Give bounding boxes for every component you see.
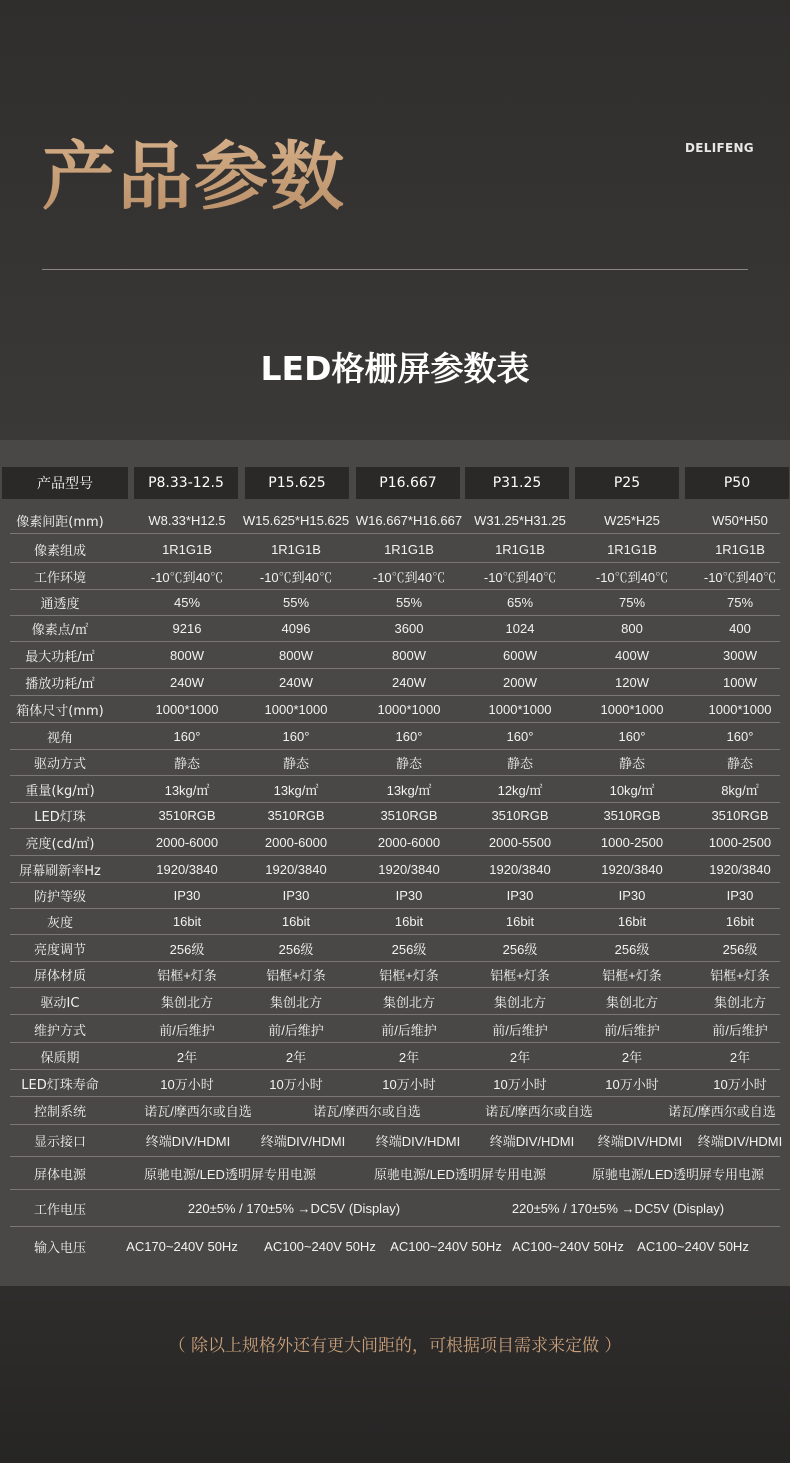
table-cell: 终端DIV/HDMI — [489, 1134, 575, 1149]
table-cell: W15.625*H15.625 — [242, 512, 350, 528]
divider — [42, 269, 748, 270]
table-cell: 10万小时 — [605, 1076, 659, 1092]
header-cell-model: P50 — [685, 467, 789, 499]
table-cell: 45% — [173, 594, 201, 610]
table-row — [10, 723, 780, 750]
table-cell: 静态 — [726, 755, 753, 771]
table-cell: 10kg/㎡ — [609, 782, 655, 798]
row-label: 重量(kg/㎡) — [25, 783, 95, 799]
header-cell-model: P15.625 — [245, 467, 349, 499]
table-cell: 240W — [279, 674, 313, 690]
table-cell: 800W — [279, 647, 313, 663]
table-cell: 静态 — [173, 755, 200, 771]
table-row — [10, 563, 780, 590]
table-cell: 前/后维护 — [268, 1022, 324, 1038]
header-cell-label: 产品型号 — [2, 467, 128, 499]
table-cell: 220±5% / 170±5% →DC5V (Display) — [187, 1200, 401, 1216]
table-cell: 1024 — [505, 620, 535, 636]
table-cell: 55% — [282, 594, 310, 610]
table-cell: 铝框+灯条 — [379, 967, 439, 983]
table-row — [10, 829, 780, 856]
table-cell: 1920/3840 — [156, 861, 218, 877]
table-cell: 2000-6000 — [377, 834, 441, 850]
table-cell: AC100~240V 50Hz — [512, 1238, 624, 1254]
table-cell: 铝框+灯条 — [490, 967, 550, 983]
table-cell: -10℃到40℃ — [703, 569, 777, 585]
table-cell: 16bit — [725, 913, 755, 929]
table-cell: 1920/3840 — [489, 861, 551, 877]
table-cell: 终端DIV/HDMI — [697, 1134, 783, 1149]
table-row-input-voltage — [10, 1227, 780, 1265]
table-row — [10, 696, 780, 723]
table-cell: 16bit — [281, 913, 311, 929]
table-cell: 原驰电源/LED透明屏专用电源 — [374, 1166, 546, 1182]
table-cell: 3600 — [394, 620, 424, 636]
table-cell: 铝框+灯条 — [266, 967, 326, 983]
table-cell: 2000-6000 — [264, 834, 328, 850]
table-cell: 集创北方 — [713, 994, 766, 1010]
table-cell: 铝框+灯条 — [710, 967, 770, 983]
table-cell: 75% — [618, 594, 646, 610]
table-cell: 160° — [506, 728, 534, 744]
table-cell: W31.25*H31.25 — [474, 512, 566, 528]
table-cell: 1920/3840 — [265, 861, 327, 877]
table-cell: 1R1G1B — [162, 541, 212, 557]
row-label: 箱体尺寸(mm) — [16, 703, 104, 719]
table-cell: 2000-6000 — [155, 834, 219, 850]
table-cell: -10℃到40℃ — [483, 569, 557, 585]
row-label: 输入电压 — [33, 1240, 86, 1256]
table-row — [10, 856, 780, 883]
table-cell: 2年 — [621, 1049, 643, 1065]
row-label: 控制系统 — [33, 1105, 86, 1120]
table-cell: 13kg/㎡ — [273, 782, 319, 798]
table-cell: 2年 — [729, 1049, 751, 1065]
row-label: 驱动方式 — [33, 756, 86, 772]
table-row-control-system — [10, 1097, 780, 1125]
table-cell: 原驰电源/LED透明屏专用电源 — [144, 1166, 316, 1182]
table-cell: 10万小时 — [713, 1076, 767, 1092]
table-cell: W8.33*H12.5 — [148, 512, 226, 528]
table-cell: 10万小时 — [160, 1076, 214, 1092]
brand-name: DELIFENG — [685, 141, 754, 155]
table-row — [10, 1043, 780, 1070]
table-cell: 16bit — [172, 913, 202, 929]
table-cell: 集创北方 — [493, 994, 546, 1010]
table-row — [10, 749, 780, 776]
table-cell: 3510RGB — [380, 807, 438, 823]
table-row — [10, 615, 780, 642]
table-cell: IP30 — [173, 887, 201, 903]
table-cell: 55% — [395, 594, 423, 610]
row-label: 亮度(cd/㎡) — [25, 836, 95, 852]
table-cell: 256级 — [391, 941, 427, 957]
table-cell: AC100~240V 50Hz — [637, 1238, 749, 1254]
footer-section — [0, 1286, 790, 1463]
table-cell: 集创北方 — [382, 994, 435, 1010]
table-cell: 1R1G1B — [495, 541, 545, 557]
row-label: 像素组成 — [33, 543, 86, 559]
table-cell: 终端DIV/HDMI — [597, 1134, 683, 1149]
row-label: 最大功耗/㎡ — [25, 649, 95, 665]
row-label: 屏幕刷新率Hz — [19, 863, 101, 879]
table-cell: 240W — [170, 674, 204, 690]
table-cell: 1000-2500 — [708, 834, 772, 850]
table-cell: 9216 — [172, 620, 202, 636]
table-row-power-supply — [10, 1157, 780, 1190]
table-cell: 3510RGB — [267, 807, 325, 823]
table-row — [10, 589, 780, 616]
table-cell: 10万小时 — [493, 1076, 547, 1092]
table-row — [10, 776, 780, 803]
table-cell: 800 — [621, 620, 643, 636]
table-cell: 1R1G1B — [384, 541, 434, 557]
row-label: 播放功耗/㎡ — [25, 676, 95, 692]
table-cell: 120W — [615, 674, 649, 690]
page-title: 产品参数 — [42, 118, 346, 224]
table-cell: 800W — [170, 647, 204, 663]
row-label: 保质期 — [40, 1050, 80, 1066]
table-row — [10, 536, 780, 563]
table-cell: IP30 — [618, 887, 646, 903]
table-cell: 1920/3840 — [378, 861, 440, 877]
table-cell: 前/后维护 — [492, 1022, 548, 1038]
table-cell: -10℃到40℃ — [372, 569, 446, 585]
table-cell: 诺瓦/摩西尔或自选 — [485, 1104, 593, 1119]
row-label: 驱动IC — [40, 995, 80, 1011]
table-cell: 256级 — [502, 941, 538, 957]
table-cell: 1920/3840 — [601, 861, 663, 877]
table-cell: -10℃到40℃ — [595, 569, 669, 585]
table-cell: 600W — [503, 647, 537, 663]
table-cell: 256级 — [722, 941, 758, 957]
table-cell: 1R1G1B — [607, 541, 657, 557]
table-row — [10, 802, 780, 829]
table-cell: 1000*1000 — [377, 701, 441, 717]
table-cell: 铝框+灯条 — [602, 967, 662, 983]
table-cell: 前/后维护 — [159, 1022, 215, 1038]
table-cell: 65% — [506, 594, 534, 610]
table-cell: AC170~240V 50Hz — [126, 1238, 238, 1254]
table-cell: 256级 — [614, 941, 650, 957]
table-cell: 12kg/㎡ — [497, 782, 543, 798]
table-cell: 1000*1000 — [600, 701, 664, 717]
table-cell: 1000*1000 — [708, 701, 772, 717]
table-cell: 原驰电源/LED透明屏专用电源 — [592, 1166, 764, 1182]
table-row — [10, 961, 780, 988]
table-cell: 160° — [395, 728, 423, 744]
table-cell: 静态 — [506, 755, 533, 771]
table-row-working-voltage — [10, 1190, 780, 1227]
table-cell: W50*H50 — [712, 512, 768, 528]
table-cell: 2年 — [176, 1049, 198, 1065]
table-row — [10, 1016, 780, 1043]
table-cell: 1000*1000 — [488, 701, 552, 717]
table-cell: 3510RGB — [158, 807, 216, 823]
table-cell: 终端DIV/HDMI — [375, 1134, 461, 1149]
table-cell: 16bit — [394, 913, 424, 929]
row-label: 工作电压 — [33, 1202, 86, 1218]
table-title: LED格栅屏参数表 — [260, 349, 530, 388]
table-cell: 1000-2500 — [600, 834, 664, 850]
row-label: 维护方式 — [33, 1023, 86, 1039]
table-cell: 160° — [618, 728, 646, 744]
table-cell: W16.667*H16.667 — [355, 512, 463, 528]
table-cell: 100W — [723, 674, 757, 690]
table-cell: 2年 — [509, 1049, 531, 1065]
table-cell: 诺瓦/摩西尔或自选 — [668, 1104, 776, 1119]
header-cell-model: P25 — [575, 467, 679, 499]
header-cell-model: P31.25 — [465, 467, 569, 499]
table-cell: 3510RGB — [603, 807, 661, 823]
table-cell: 400 — [729, 620, 751, 636]
table-cell: IP30 — [395, 887, 423, 903]
table-row — [10, 988, 780, 1015]
table-row — [10, 908, 780, 935]
table-cell: 4096 — [281, 620, 311, 636]
table-cell: 16bit — [617, 913, 647, 929]
table-cell: AC100~240V 50Hz — [390, 1238, 502, 1254]
row-label: 灰度 — [46, 915, 73, 931]
table-cell: 2年 — [285, 1049, 307, 1065]
table-cell: 1R1G1B — [271, 541, 321, 557]
table-cell: 256级 — [169, 941, 205, 957]
table-cell: 前/后维护 — [381, 1022, 437, 1038]
table-cell: 静态 — [395, 755, 422, 771]
table-cell: IP30 — [726, 887, 754, 903]
table-cell: 160° — [282, 728, 310, 744]
table-cell: 220±5% / 170±5% →DC5V (Display) — [511, 1200, 725, 1216]
table-cell: 铝框+灯条 — [157, 967, 217, 983]
table-row — [10, 669, 780, 696]
row-label: LED灯珠 — [34, 809, 86, 825]
row-label: 亮度调节 — [33, 942, 86, 958]
row-label: 视角 — [46, 730, 73, 746]
table-cell: 13kg/㎡ — [386, 782, 432, 798]
row-label: 防护等级 — [33, 889, 86, 905]
header-cell-model: P16.667 — [356, 467, 460, 499]
table-cell: 10万小时 — [382, 1076, 436, 1092]
table-cell: 3510RGB — [491, 807, 549, 823]
table-cell: 1R1G1B — [715, 541, 765, 557]
row-label: 屏体电源 — [33, 1167, 86, 1183]
table-cell: 300W — [723, 647, 757, 663]
table-cell: 1000*1000 — [155, 701, 219, 717]
table-cell: 240W — [392, 674, 426, 690]
table-cell: 256级 — [278, 941, 314, 957]
table-row — [10, 935, 780, 962]
table-cell: 10万小时 — [269, 1076, 323, 1092]
table-cell: 3510RGB — [711, 807, 769, 823]
table-cell: 200W — [503, 674, 537, 690]
table-cell: 前/后维护 — [712, 1022, 768, 1038]
table-cell: 16bit — [505, 913, 535, 929]
table-cell: 13kg/㎡ — [164, 782, 210, 798]
table-cell: 400W — [615, 647, 649, 663]
row-label: 显示接口 — [33, 1135, 86, 1150]
table-cell: IP30 — [506, 887, 534, 903]
table-cell: 终端DIV/HDMI — [145, 1134, 231, 1149]
header-section — [0, 0, 790, 440]
table-cell: 1000*1000 — [264, 701, 328, 717]
table-cell: 诺瓦/摩西尔或自选 — [313, 1104, 421, 1119]
table-cell: 终端DIV/HDMI — [260, 1134, 346, 1149]
table-cell: 诺瓦/摩西尔或自选 — [144, 1104, 252, 1119]
table-row-display-interface — [10, 1125, 783, 1157]
table-cell: 静态 — [282, 755, 309, 771]
table-cell: 8kg/㎡ — [721, 782, 759, 798]
table-cell: 静态 — [618, 755, 645, 771]
table-cell: W25*H25 — [604, 512, 660, 528]
table-row — [10, 507, 780, 534]
header-cell-model: P8.33-12.5 — [134, 467, 238, 499]
table-cell: 前/后维护 — [604, 1022, 660, 1038]
table-cell: 2000-5500 — [488, 834, 552, 850]
table-cell: 2年 — [398, 1049, 420, 1065]
table-cell: 集创北方 — [269, 994, 322, 1010]
table-cell: 1920/3840 — [709, 861, 771, 877]
table-cell: 160° — [726, 728, 754, 744]
table-cell: 800W — [392, 647, 426, 663]
table-row — [10, 882, 780, 909]
row-label: 像素间距(mm) — [16, 514, 104, 530]
table-cell: -10℃到40℃ — [150, 569, 224, 585]
footer-note: （ 除以上规格外还有更大间距的，可根据项目需求来定做 ） — [168, 1336, 622, 1356]
row-label: 工作环境 — [33, 570, 86, 586]
table-cell: -10℃到40℃ — [259, 569, 333, 585]
table-cell: 75% — [726, 594, 754, 610]
row-label: 屏体材质 — [33, 968, 86, 984]
table-cell: 160° — [173, 728, 201, 744]
table-cell: AC100~240V 50Hz — [264, 1238, 376, 1254]
row-label: LED灯珠寿命 — [21, 1077, 99, 1093]
table-cell: IP30 — [282, 887, 310, 903]
table-cell: 集创北方 — [160, 994, 213, 1010]
table-row — [10, 642, 780, 669]
table-cell: 集创北方 — [605, 994, 658, 1010]
row-label: 通透度 — [40, 596, 80, 612]
table-row — [10, 1070, 780, 1097]
row-label: 像素点/㎡ — [31, 622, 89, 638]
